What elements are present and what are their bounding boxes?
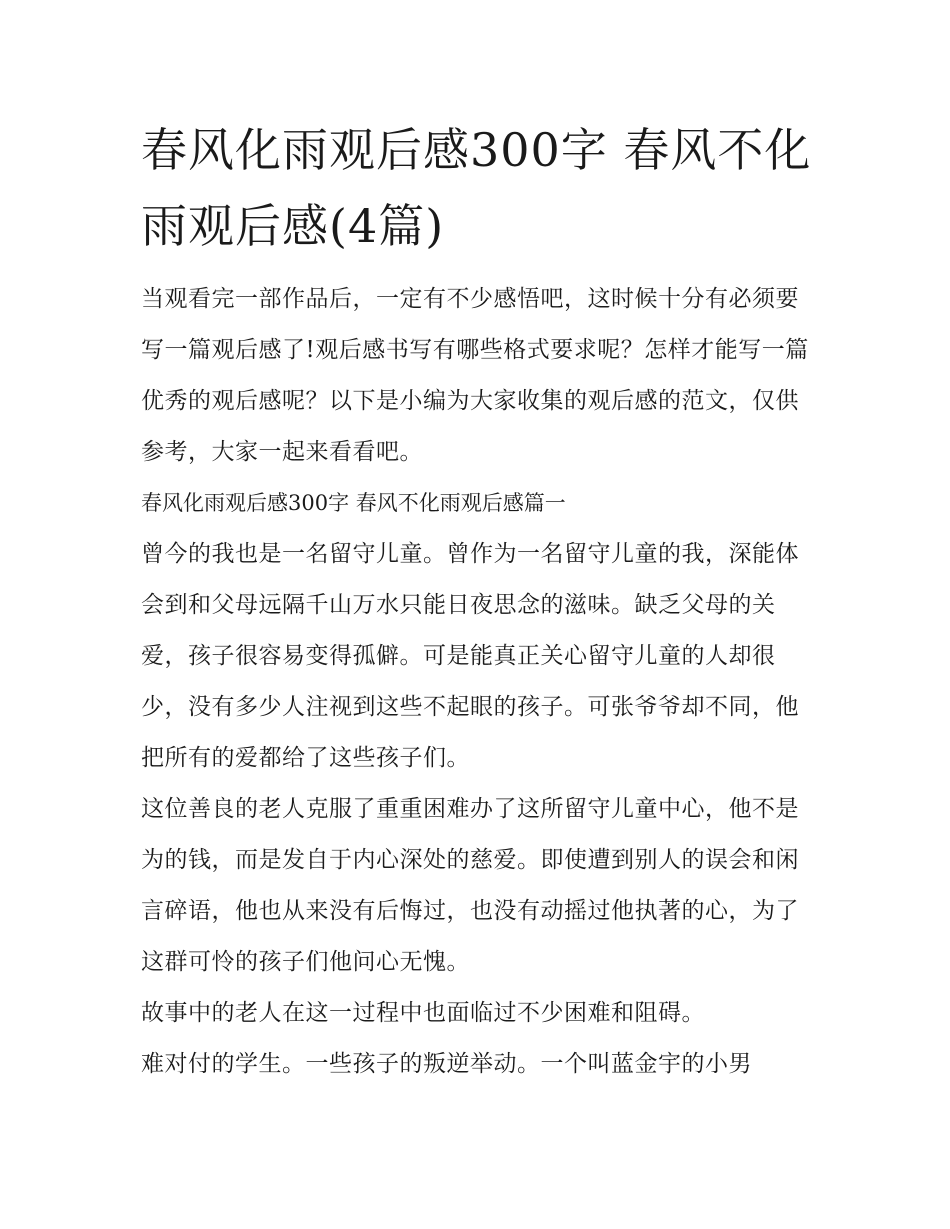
body-paragraph-4: 难对付的学生。一些孩子的叛逆举动。一个叫蓝金宇的小男 (141, 1051, 752, 1077)
document-title: 春风化雨观后感300字 春风不化雨观后感(4篇) (141, 123, 812, 253)
body-paragraph-2: 这位善良的老人克服了重重困难办了这所留守儿童中心，他不是为的钱，而是发自于内心深处的慈爱。即使遭到别人的误会和闲言碎语，他也从来没有后悔过，也没有动摇过他执著的心，为了这群可怜的孩子们他问心无愧。 (141, 796, 799, 975)
body-paragraph-3: 故事中的老人在这一过程中也面临过不少困难和阻碍。 (141, 1000, 705, 1026)
body-paragraph-1: 曾今的我也是一名留守儿童。曾作为一名留守儿童的我，深能体会到和父母远隔千山万水只能日夜思念的滋味。缺乏父母的关爱，孩子很容易变得孤僻。可是能真正关心留守儿童的人却很少，没有多少人注视到这些不起眼的孩子。可张爷爷却不同，他把所有的爱都给了这些孩子们。 (141, 541, 799, 771)
intro-paragraph: 当观看完一部作品后，一定有不少感悟吧，这时候十分有必须要写一篇观后感了!观后感书写有哪些格式要求呢？怎样才能写一篇优秀的观后感呢？以下是小编为大家收集的观后感的范文，仅供参考，大家一起来看看吧。 (141, 286, 809, 465)
document-content (141, 112, 813, 1090)
section-heading: 春风化雨观后感300字 春风不化雨观后感篇一 (141, 491, 566, 515)
